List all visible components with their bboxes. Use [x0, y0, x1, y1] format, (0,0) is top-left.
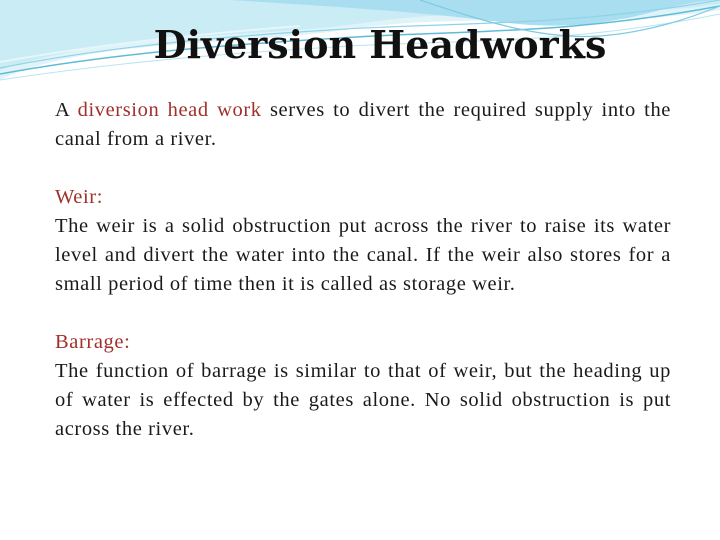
- intro-suffix: serves to divert the required supply into the canal from a river.: [55, 99, 672, 150]
- barrage-heading: Barrage:: [55, 331, 131, 353]
- spacer: [55, 299, 671, 328]
- weir-heading: Weir:: [55, 186, 104, 208]
- weir-body: The weir is a solid obstruction put across the river to raise its water level and divert the water into the canal. If the weir also stores for a small period of time then it is called as storage weir.: [55, 215, 671, 295]
- slide-title: Diversion Headworks: [153, 22, 607, 67]
- spacer: [55, 154, 671, 183]
- intro-prefix: A: [55, 99, 78, 121]
- intro-paragraph: [55, 96, 671, 154]
- slide-body: [55, 96, 671, 444]
- barrage-body: The function of barrage is similar to that of weir, but the heading up of water is effected by the gates alone. No solid obstruction is put across the river.: [55, 360, 671, 440]
- intro-highlight: diversion head work: [77, 99, 262, 121]
